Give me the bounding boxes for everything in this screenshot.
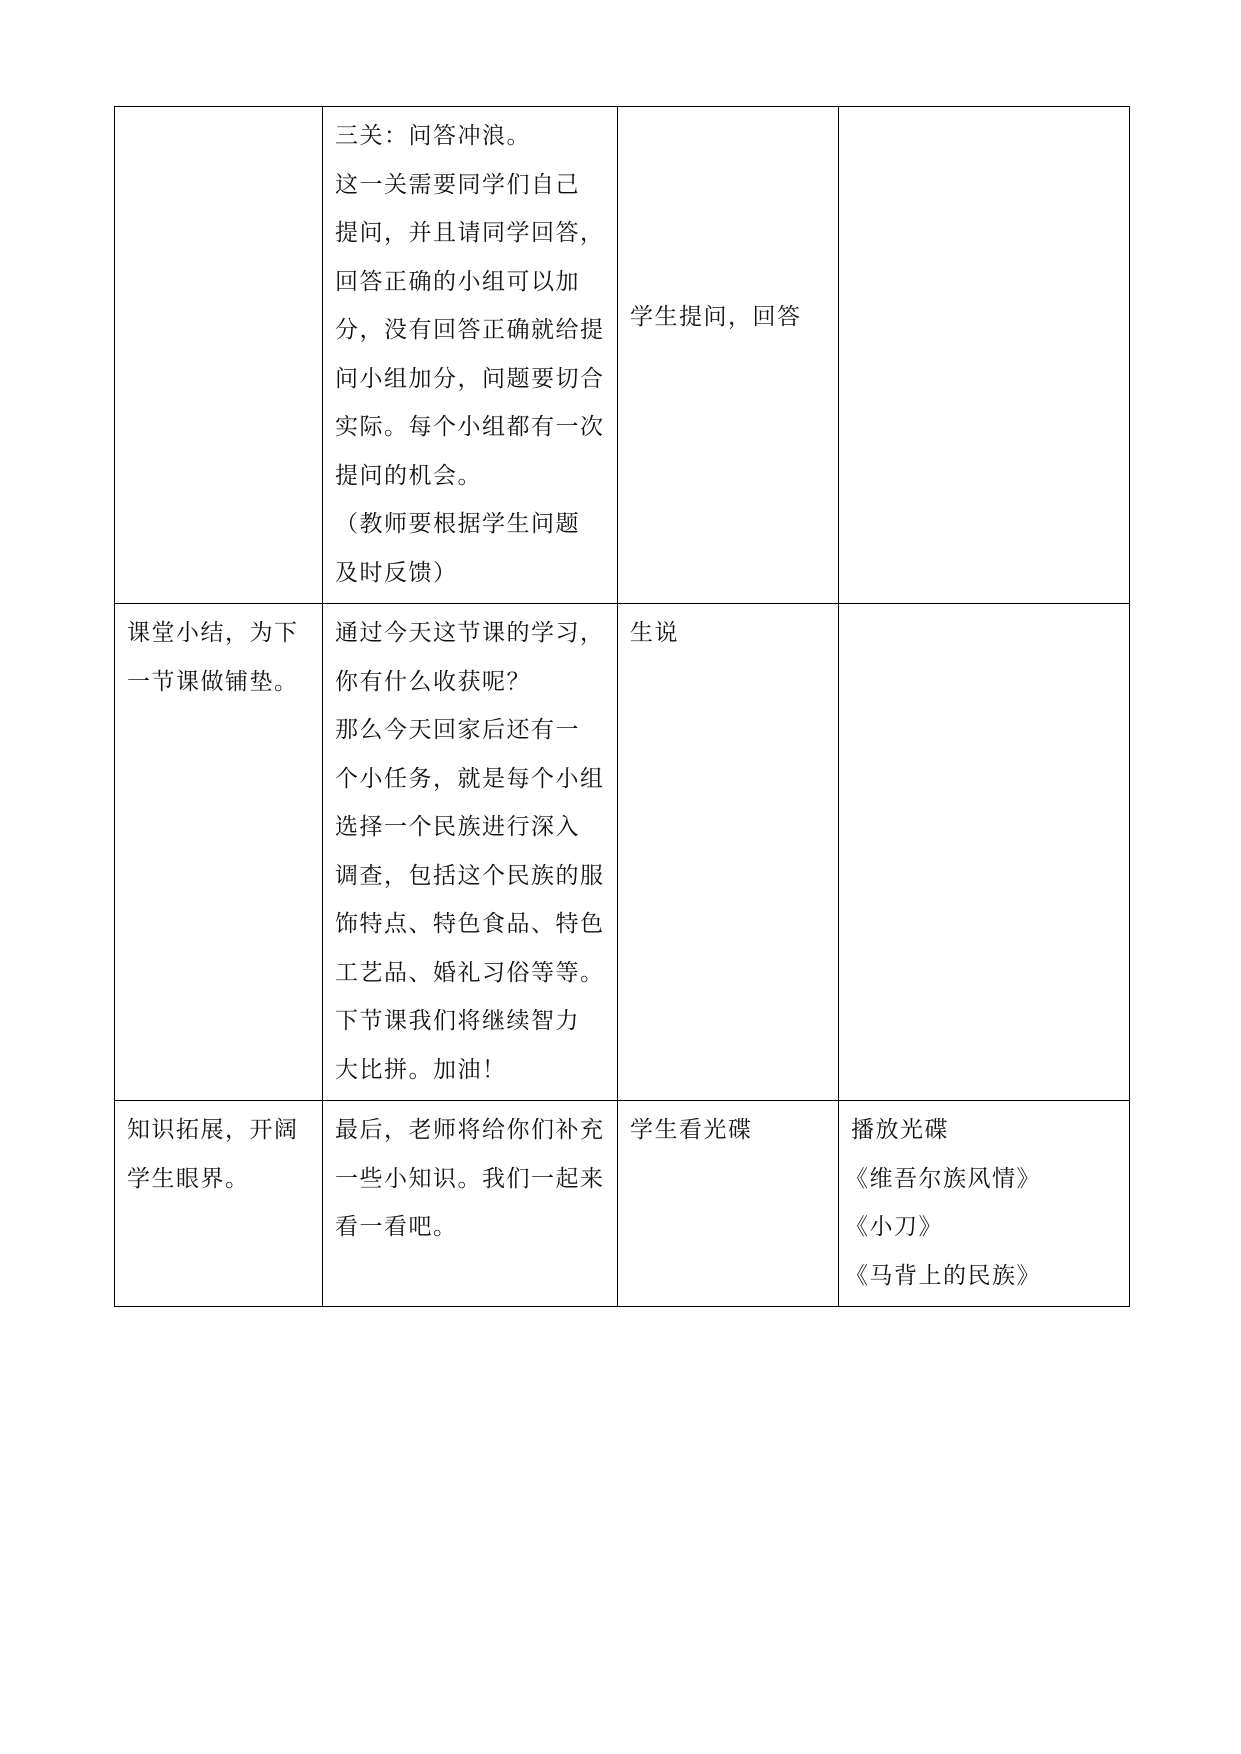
teacher-text-line: （教师要根据学生问题 [335, 511, 580, 537]
table-row [115, 604, 1130, 1101]
goal-cell [115, 1101, 323, 1307]
goal-cell [115, 604, 323, 1101]
student-text-line: 生说 [630, 620, 679, 646]
student-text-line: 学生看光碟 [630, 1117, 753, 1143]
teacher-text-line: 通过今天这节课的学习， [335, 620, 605, 646]
student-activity-cell [618, 107, 839, 604]
teacher-text-line: 一些小知识。我们一起来 [335, 1165, 605, 1192]
media-cell [839, 1101, 1130, 1307]
goal-cell [115, 107, 323, 604]
teacher-text-line: 分，没有回答正确就给提 [335, 317, 605, 343]
teacher-text-line: 调查，包括这个民族的服 [335, 862, 605, 889]
teacher-activity-cell [323, 604, 618, 1101]
teacher-text-line: 回答正确的小组可以加 [335, 268, 580, 295]
teacher-activity-cell [323, 1101, 618, 1307]
teacher-text-line: 那么今天回家后还有一 [335, 717, 580, 743]
student-activity-cell [618, 1101, 839, 1307]
teacher-text-line: 饰特点、特色食品、特色 [335, 911, 605, 937]
media-text-line: 《维吾尔族风情》 [845, 1165, 1041, 1192]
goal-text-line: 学生眼界。 [127, 1165, 250, 1192]
student-activity-cell [618, 604, 839, 1101]
media-text-line: 《小刀》 [845, 1214, 943, 1240]
teacher-text-line: 最后，老师将给你们补充 [335, 1117, 605, 1143]
teacher-text-line: 个小任务，就是每个小组 [335, 765, 605, 792]
teacher-text-line: 问小组加分，问题要切合 [335, 365, 605, 392]
media-cell [839, 107, 1130, 604]
teacher-text-line: 你有什么收获呢？ [335, 668, 531, 695]
goal-text-line: 课堂小结，为下 [127, 620, 299, 646]
goal-text-line: 知识拓展，开阔 [127, 1117, 299, 1143]
media-text-line: 播放光碟 [851, 1117, 949, 1143]
table-row [115, 107, 1130, 604]
teacher-text-line: 看一看吧。 [335, 1214, 458, 1240]
teacher-activity-cell [323, 107, 618, 604]
teacher-text-line: 大比拼。加油！ [335, 1056, 507, 1083]
media-cell [839, 604, 1130, 1101]
teacher-text-line: 下节课我们将继续智力 [335, 1008, 580, 1034]
lesson-plan-table [114, 106, 1130, 1307]
teacher-text-line: 实际。每个小组都有一次 [335, 414, 605, 440]
teacher-text-line: 提问的机会。 [335, 462, 482, 489]
teacher-text-line: 提问，并且请同学回答， [335, 220, 605, 246]
teacher-text-line: 选择一个民族进行深入 [335, 814, 580, 840]
teacher-text-line: 工艺品、婚礼习俗等等。 [335, 959, 605, 986]
teacher-text-line: 三关：问答冲浪。 [335, 123, 531, 149]
teacher-text-line: 及时反馈） [335, 559, 458, 586]
teacher-text-line: 这一关需要同学们自己 [335, 171, 580, 198]
table-row [115, 1101, 1130, 1307]
goal-text-line: 一节课做铺垫。 [127, 668, 299, 695]
media-text-line: 《马背上的民族》 [845, 1262, 1041, 1289]
student-text-line: 学生提问，回答 [630, 303, 802, 330]
